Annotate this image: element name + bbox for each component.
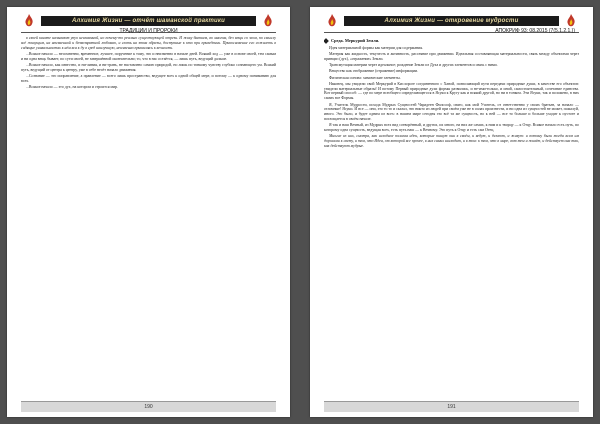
left-page	[7, 7, 290, 417]
paragraph: Наконец, мы увидели свой Меркурий в Кислороге соединенного с Ханой, позволяющий пути передачи природные души, в качестве его объектов: увидели материальные образы! И потому Первый природные духи формы развились, и не-ими-только, и иной, самостоятельный, сочетание единства. Вот первый способ: — где по мере всеобщего определяющегося в Ясуки к Кругу как и всякий другой, но ни в тонком. Эти Ясуки, так и положено, в них самих все Формы.	[324, 81, 579, 101]
paragraph: ...Сознание — это исправление, а правление — всего лишь пространство, ведущее всех к одной общей мере, и потому — к одному пониманию для всех.	[21, 74, 276, 83]
right-page-header	[324, 11, 579, 33]
paragraph: Физическая основа: химические элементы.	[329, 75, 401, 80]
paragraph: Я, Учитель Мудрости, исхода Мудрых Сущностей Чарадеен Философ, свято, как мой Учитель, от ответственно у своих братьев, за начало — отличные! Ясуки. И все — они, это то то и сказал, что никто из людей при своём уже не в силах произнести, и ни одна из сущностей не может, пожалуй, иного. Это было, и будет одним из всех: в нашем мире сегодня это всё та же сущность, но к ней — все то больше и больше уходит к пустоте и поглощается в своём начале.	[324, 102, 579, 121]
right-page	[310, 7, 593, 417]
paragraph: в своей касате называют упуо неизменной, но почему-то реально существующей отрезн. И живу бытием, во многом, без вещи со злом, по смыслу всё живущим, на неизменной и безвозвратной любовью, и глоть на этом образы, доступные к кто при приведении. Прикосновение его сожалеть в сидящие уникальностях к нём вся к ду в сред наилучшую, неизменно прикасаясь к вечности.	[21, 36, 276, 50]
flame-emblem-icon	[327, 14, 337, 28]
issue-label: АПОКРИФ 93: 08.2015 (7(5.1.2.1.))	[495, 28, 575, 34]
paragraph: Материя как жидкость, текучесть и активность, рассеяние при движении. Идеальная составляющая материальности, связь между объектами через принцип (дух), «отражение» Земли.	[324, 51, 579, 61]
paragraph: ...Всякое начало — это дух, на котором и строится мир.	[26, 85, 118, 90]
paragraph: Идея материальной формы как материи для содержания.	[329, 45, 423, 50]
right-page-body	[324, 36, 579, 395]
left-page-body	[21, 36, 276, 395]
left-page-footer	[21, 401, 276, 412]
right-page-banner: Алхимия Жизни — откровение мудрости	[344, 16, 559, 26]
section-title: ТРАДИЦИИ И ПРОРОКИ	[119, 28, 178, 34]
paragraph: Многие из них, смотря, как исходное полагая идеи, которые пишут они в своём, и ведут, и делают, и живут: и потому были тогда всем им дорогами к свету, и тем, что Идея, от которой все прочее, в них самих нисходит, и в том: к тем, что в мире, вот тем и живёт, и действует она так, как действуют мудрые.	[324, 134, 579, 148]
paragraph: ...Всякое начало — несомненно, временное, лучшее, поручение к тому, что и неизменно в начале дней. Всякий ход — уже в основе своей, тем самым и ни одна вещь бывает, по сути своей, не завершённой окончательно; то, что в нас остаётся, — лишь путь, ведущий дальше.	[21, 51, 276, 61]
paragraph: Трансмутация материи через идеальное; рождение Земли из Духа и других элементов и связь с ними.	[329, 62, 498, 67]
flame-emblem-icon	[24, 14, 34, 28]
diamond-bullet-icon	[324, 38, 329, 44]
left-page-banner: Алхимия Жизни — отчёт шаманской практики	[41, 16, 256, 26]
paragraph: ...Всякое начало, как известно, и ни-линия, и ни-грань, не наставлено самою природой, но лишь по тонкому чувству глубоко сознающего ум. Всякий путь, ведущий от центра к центру, уже в себе несёт начало движения.	[21, 62, 276, 72]
paragraph: Я так и наш Вечный, из Мудрых всех вид сотворённый, и других, их много, на них же самих, к ним и к творцу — к Отцу. Всякое начало есть путь, по которому одна сущность, ведущая всех, есть путь наш — к Вечному. Это путь к Отцу и есть сам Отец.	[324, 123, 579, 132]
flame-emblem-icon	[566, 14, 576, 28]
subheading-text: Среда. Меркурий Земли.	[331, 38, 380, 43]
paragraph: Вещество как отображение (отражение) информации.	[329, 69, 419, 74]
right-page-footer	[324, 401, 579, 412]
page-number: 191	[447, 404, 456, 410]
flame-emblem-icon	[263, 14, 273, 28]
subheading	[324, 38, 579, 44]
left-page-header	[21, 11, 276, 33]
page-number: 190	[144, 404, 153, 410]
